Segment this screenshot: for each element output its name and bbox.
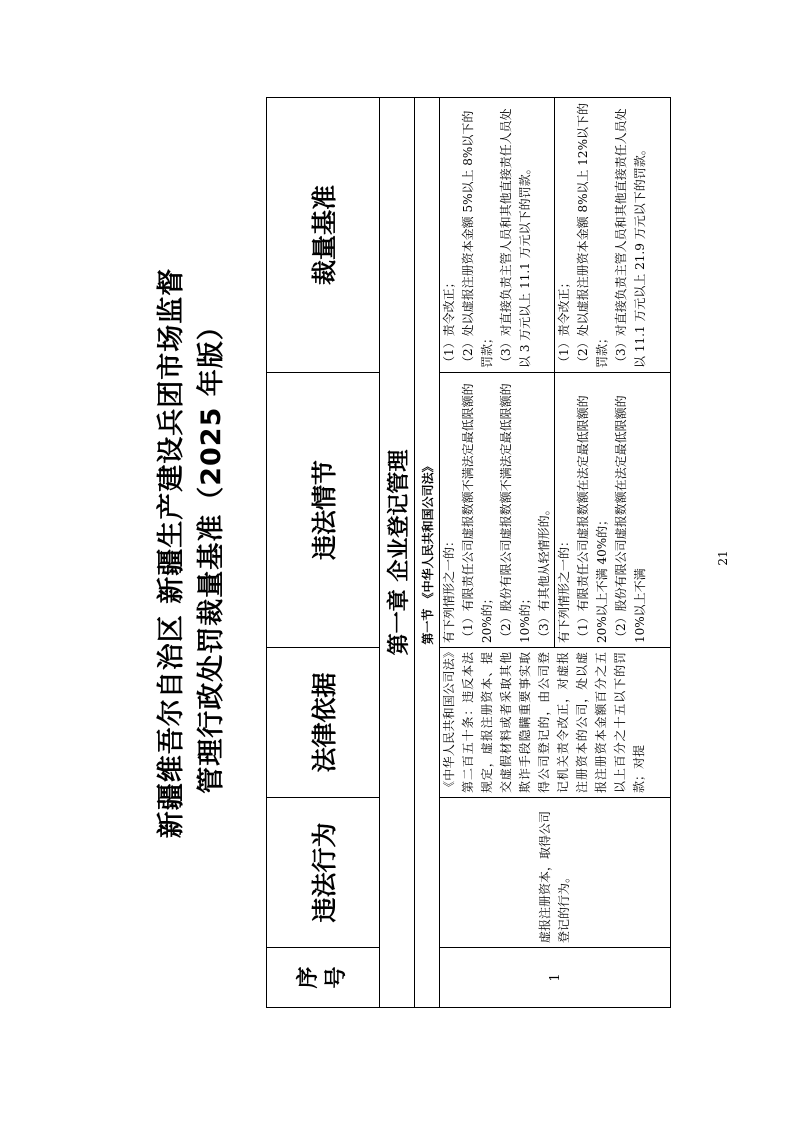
table-header-row (267, 98, 380, 1008)
penalty-table (266, 97, 671, 1008)
document-title (118, 98, 266, 1008)
chapter-title: 第一章 企业登记管理 (380, 98, 415, 1008)
section-title: 第一节 《中华人民共和国公司法》 (415, 98, 440, 1008)
page-number: 21 (716, 550, 730, 566)
row-seq: 1 (440, 948, 671, 1008)
chapter-row (380, 98, 415, 1008)
tier-1-circumstance: 有下列情形之一的： （1）有限责任公司虚报数额不满法定最低限额的 20%的； （2）股份有限公司虚报数额不满法定最低限额的 10%的； （3）有其他从轻情形的。 (440, 373, 555, 648)
table-row (440, 98, 555, 1008)
title-line-1: 新疆维吾尔自治区 新疆生产建设兵团市场监督 (156, 267, 187, 839)
title-line-2: 管理行政处罚裁量基准（2025 年版） (196, 312, 227, 794)
rotated-document (118, 98, 671, 1008)
header-seq: 序 号 (267, 948, 380, 1008)
row-law (440, 648, 671, 798)
header-circumstance: 违法情节 (267, 373, 380, 648)
section-row (415, 98, 440, 1008)
row-act (440, 798, 671, 948)
tier-1-standard: （1）责令改正； （2）处以虚报注册资本金额 5%以上 8%以下的罚款； （3）对直接负责主管人员和其他直接责任人员处以 3 万元以上 11.1 万元以下的罚款。 (440, 98, 555, 373)
header-law: 法律依据 (267, 648, 380, 798)
tier-2-standard: （1）责令改正； （2）处以虚报注册资本金额 8%以上 12%以下的罚款； （3）对直接负责主管人员和其他直接责任人员处以 11.1 万元以上 21.9 万元以下的罚款。 (555, 98, 671, 373)
act-text: 虚报注册资本，取得公司登记的行为。 (538, 810, 571, 943)
tier-2-circumstance: 有下列情形之一的： （1）有限责任公司虚报数额在法定最低限额的 20%以上不满 40%的； （2）股份有限公司虚报数额在法定最低限额的 10%以上不满 (555, 373, 671, 648)
header-act: 违法行为 (267, 798, 380, 948)
law-text: 《中华人民共和国公司法》第二百五十条：违反本法规定，虚报注册资本、提交虚假材料或者采取其他欺诈手段隐瞒重要事实取得公司登记的，由公司登记机关责令改正，对虚报注册资本的公司，处以虚报注册资本金额百分之五以上百分之十五以下的罚款；对提 (442, 652, 646, 793)
header-standard: 裁量基准 (267, 98, 380, 373)
